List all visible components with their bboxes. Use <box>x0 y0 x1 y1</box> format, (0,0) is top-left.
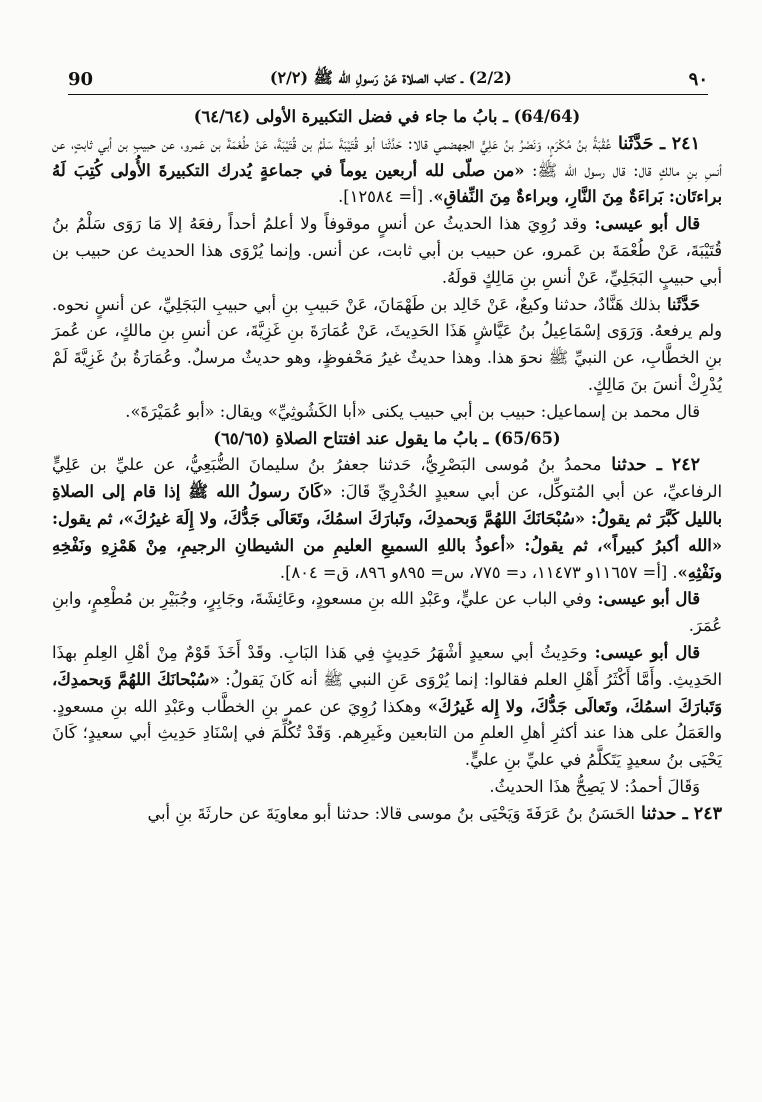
commentary-quote: «سُبْحانَكَ اللهُمَّ وَبحمدِكَ، وَتَبارَكَ اسمُكَ، وتَعالَى جَدُّكَ، ولا إِله غَيرُكَ» <box>52 669 722 716</box>
hadith-242-matn: «كَانَ رسولُ الله ﷺ إذا قام إلى الصلاةِ بالليل كَبَّرَ ثم يقولُ: «سُبْحَانَكَ اللهُمَّ وَبحمدِكَ، وتَبارَكَ اسمُكَ، وتَعَالَى جَدُّكَ، ولا إِلَهَ غيرُكَ»، ثم يقول: «الله أكبرُ كبيراً»، ثم يقولُ: «أعوذُ باللهِ السميعِ العليمِ من الشيطانِ الرجيمِ، مِنْ هَمْزِهِ ونَفْخِهِ ونَفْثِهِ» <box>52 482 722 582</box>
hadith-number-241: ٢٤١ ـ حَدَّثَنا <box>611 133 700 154</box>
hadith-242-isnad: محمدُ بنُ مُوسى البَصْرِيُّ، حَدثنا جعفرُ بنُ سليمانَ الضُّبَعِيُّ، عن عليِّ بن عَلِيٍّ الرفاعيِّ، عن أبي المُتوكِّل، عن أبي سعيدٍ الخُدْرِيِّ قَالَ: <box>52 455 722 502</box>
hadith-243-isnad: الحَسَنُ بنُ عَرَفَةَ وَيَحْيَى بنُ موسى قالا: حدثنا أبو معاويَةَ عن حارثَةَ بنِ أبي <box>147 803 635 823</box>
hadith-243 <box>52 801 722 828</box>
commentary-paragraph <box>52 292 722 399</box>
page-body <box>52 104 722 1052</box>
hadith-number-243: ٢٤٣ ـ حدثنا <box>634 803 722 824</box>
running-header <box>68 64 708 95</box>
commentary-text: وقد رُوِيَ هذا الحديثُ عن أنسٍ موقوفاً ولا أعلمُ أحداً رفعَهُ إلا مَا رَوَى سَلْمُ بنُ قُتَيْبَةَ، عَنْ طُعْمَةَ بن عَمرو، عن حبيب بن أبي ثابت، عن أنس. وإنما يُرْوَى هذا الحديث عن حبيب بن أبي حبيبٍ البَجَلِيِّ، عَنْ أنسِ بنِ مَالِكٍ قولَهُ. <box>52 214 722 287</box>
hadith-242 <box>52 452 722 586</box>
chapter-heading-64: (64/64) ـ بابُ ما جاء في فضل التكبيرة الأولى (٦٤/٦٤) <box>193 107 581 126</box>
commentary-text: وفي الباب عن عليٍّ، وعَبْدِ الله بنِ مسعودٍ، وعَائِشَةَ، وجَابِرٍ، وجُبَيْرِ بن مُطْعِمٍ، وابنِ عُمَرَ. <box>52 589 722 636</box>
commentary-text: وحَدِيثُ أبي سعيدٍ أشْهَرُ حَدِيثٍ فِي هَذا البَابِ. وقَدْ أَخَذَ قَوْمٌ مِنْ أهْلِ العِلمِ بهذَا الحَدِيثِ. وأَمَّا أَكْثَرُ أَهْلِ العلم فقالوا: إنما يُرْوَى عَنِ النبي ﷺ أنه كَانَ يَقولُ: <box>52 642 722 689</box>
commentary-paragraph <box>52 211 722 291</box>
hadith-242-reference: . [أ= ١١٦٥٧و ١١٤٧٣، د= ٧٧٥، س= ٨٩٥و ٨٩٦، ق= ٨٠٤]. <box>279 562 678 582</box>
commentary-text: قال محمد بن إسماعيل: حبيب بن أبي حبيب يكنى «أبا الكَشُوثِيِّ» ويقال: «أبو عُمَيْرَةَ». <box>125 401 700 421</box>
commentary-paragraph <box>52 586 722 640</box>
commentary-paragraph <box>52 774 722 801</box>
speaker-label: قال أبو عيسى: <box>587 214 700 234</box>
hadith-241 <box>52 131 722 211</box>
commentary-text-continued: وهكذا رُوِيَ عن عمر بنِ الخطَّاب وعَبْدِ الله بنِ مسعودٍ. والعَمَلُ على هذا عند أكثرِ أهلِ العلمِ من التابعين وغَيرِهم. وَقَدْ تُكُلِّمَ في إسْنَادِ حَدِيثِ أبي سعيدٍ؛ كَانَ يَحْيَى بنُ سعيدٍ يَتَكلَّمُ في عليِّ بنِ عليٍّ. <box>52 696 722 770</box>
hadith-241-isnad: عُقْبَةُ بنُ مُكْرَمٍ، وَنَصْرُ بنُ عَلِيٍّ الجهضمي قالا: حَدَّثَنا أبو قُتَيْبَةَ سَلْمُ بن قُتَيْبَةَ، عَنْ طُعْمَةَ بن عَمرو، عن حبيبِ بن أبي ثابتٍ، عن أنسِ بنِ مالكٍ قال: قال رسول الله ﷺ: <box>52 133 722 180</box>
speaker-label: قال أبو عيسى: <box>591 589 700 609</box>
hadith-241-reference: . [أ= ١٢٥٨٤]. <box>338 187 434 207</box>
commentary-paragraph <box>52 640 722 774</box>
running-title: (2/2) ـ كتاب الصلاة عَنْ رَسولِ الله ﷺ (٢/٢) <box>269 67 512 87</box>
page-number-arabic: ٩٠ <box>688 68 708 90</box>
chapter-heading-65: (65/65) ـ بابُ ما يقول عند افتتاح الصلاةِ (٦٥/٦٥) <box>213 428 561 448</box>
hadith-number-242: ٢٤٢ ـ حدثنا <box>601 455 700 476</box>
speaker-label: حَدَّثَنا <box>661 294 700 314</box>
speaker-label: قال أبو عيسى: <box>587 642 700 662</box>
hadith-241-matn: «من صلّى لله أربعين يوماً في جماعةٍ يُدرك التكبيرةَ الأُولى كُتِبَ لَهُ براءتَان: بَراءَةٌ مِنَ النَّارِ، وبراءةٌ مِنَ النِّفاقِ» <box>52 160 722 207</box>
commentary-text: وَقَالَ أحمدُ: لا يَصِحُّ هذَا الحديثُ. <box>489 776 700 796</box>
page-number: 90 <box>68 68 94 90</box>
commentary-text: بذلك هَنَّادٌ، حدثنا وكيعٌ، عَنْ خَالِد بن طَهْمَانَ، عَنْ حَبيبِ بنِ أبي حبيبِ البَجَلِيِّ، عن أنسٍ نحوه. ولم يرفعهُ. وَرَوَى إسْمَاعِيلُ بنُ عَيَّاشٍ هَذَا الحَدِيثَ، عَنْ عُمَارَةَ بنِ غَزِيَّةَ، عن أنسِ بنِ مالكٍ، عن عُمرَ بنِ الخطَّابِ، عن النبيِّ ﷺ نحوَ هذا. وهذا حديثٌ غيرُ مَحْفوظٍ، وهو حديثٌ مرسلٌ. وعُمَارَةُ بنُ غَزِيَّةَ لَمْ يُدْرِكْ أنسَ بنَ مَالِكٍ. <box>52 294 722 394</box>
commentary-paragraph <box>52 399 722 426</box>
